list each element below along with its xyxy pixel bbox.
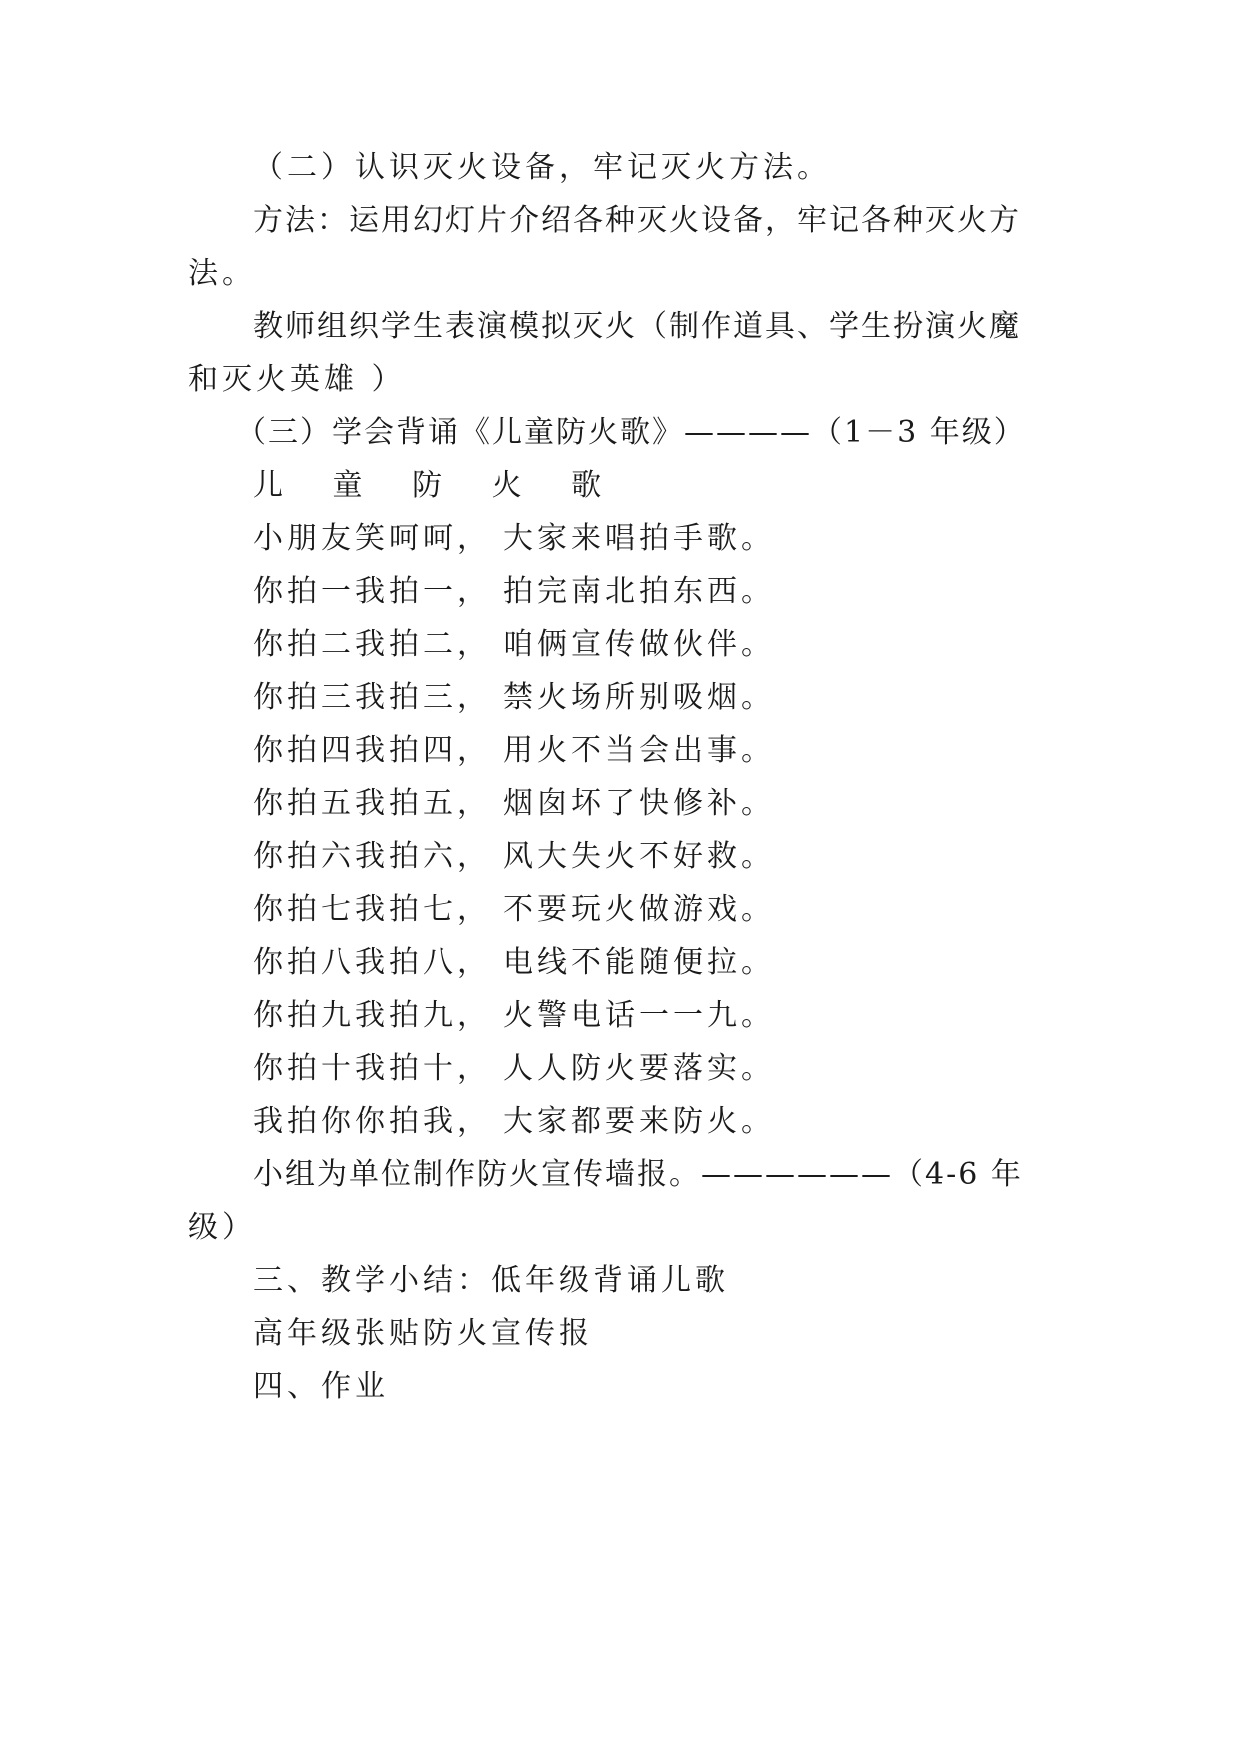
homework-heading: 四、作业 <box>253 1369 389 1404</box>
song-line <box>253 625 775 665</box>
song-line <box>253 1049 775 1089</box>
song-line-first-half: 你拍八我拍八， <box>253 945 491 980</box>
song-line-second-half: 用火不当会出事。 <box>503 733 775 768</box>
summary-heading: 三、教学小结：低年级背诵儿歌 <box>253 1263 729 1298</box>
song-line-first-half: 你拍九我拍九， <box>253 998 491 1033</box>
song-line-first-half: 你拍六我拍六， <box>253 839 491 874</box>
song-line-first-half: 你拍十我拍十， <box>253 1051 491 1086</box>
song-line <box>253 519 775 559</box>
song-title: 儿 童 防 火 歌 <box>253 468 622 503</box>
song-line-second-half: 咱俩宣传做伙伴。 <box>503 627 775 662</box>
song-line-second-half: 电线不能随便拉。 <box>503 945 775 980</box>
section-3-heading: （三）学会背诵《儿童防火歌》————（1－3 年级） <box>236 415 1026 450</box>
section-2-heading: （二）认识灭火设备，牢记灭火方法。 <box>253 150 831 185</box>
song-line-first-half: 你拍三我拍三， <box>253 680 491 715</box>
song-line-second-half: 拍完南北拍东西。 <box>503 574 775 609</box>
song-line-second-half: 风大失火不好救。 <box>503 839 775 874</box>
song-line-first-half: 我拍你你拍我， <box>253 1104 491 1139</box>
song-line-first-half: 小朋友笑呵呵， <box>253 521 491 556</box>
song-line-second-half: 禁火场所别吸烟。 <box>503 680 775 715</box>
song-line <box>253 890 775 930</box>
method-paragraph-line-1: 方法：运用幻灯片介绍各种灭火设备，牢记各种灭火方 <box>253 203 1021 238</box>
song-line <box>253 731 775 771</box>
song-line-second-half: 大家来唱拍手歌。 <box>503 521 775 556</box>
song-line-second-half: 大家都要来防火。 <box>503 1104 775 1139</box>
song-line-second-half: 不要玩火做游戏。 <box>503 892 775 927</box>
song-line-first-half: 你拍七我拍七， <box>253 892 491 927</box>
song-line-second-half: 人人防火要落实。 <box>503 1051 775 1086</box>
song-line-first-half: 你拍一我拍一， <box>253 574 491 609</box>
method-paragraph-line-2: 法。 <box>188 256 256 291</box>
song-line <box>253 996 775 1036</box>
song-line <box>253 837 775 877</box>
poster-paragraph-line-2: 级） <box>188 1210 256 1245</box>
song-line <box>253 784 775 824</box>
song-line-second-half: 火警电话一一九。 <box>503 998 775 1033</box>
poster-paragraph-line-1: 小组为单位制作防火宣传墙报。——————（4-6 年 <box>253 1157 1023 1192</box>
song-line-first-half: 你拍四我拍四， <box>253 733 491 768</box>
song-line-second-half: 烟囱坏了快修补。 <box>503 786 775 821</box>
song-line <box>253 678 775 718</box>
song-line-first-half: 你拍五我拍五， <box>253 786 491 821</box>
teacher-paragraph-line-2: 和灭火英雄 ） <box>188 362 406 397</box>
summary-line-2: 高年级张贴防火宣传报 <box>253 1316 593 1351</box>
song-line <box>253 1102 775 1142</box>
teacher-paragraph-line-1: 教师组织学生表演模拟灭火（制作道具、学生扮演火魔 <box>253 309 1021 344</box>
song-line <box>253 943 775 983</box>
song-line <box>253 572 775 612</box>
song-line-first-half: 你拍二我拍二， <box>253 627 491 662</box>
